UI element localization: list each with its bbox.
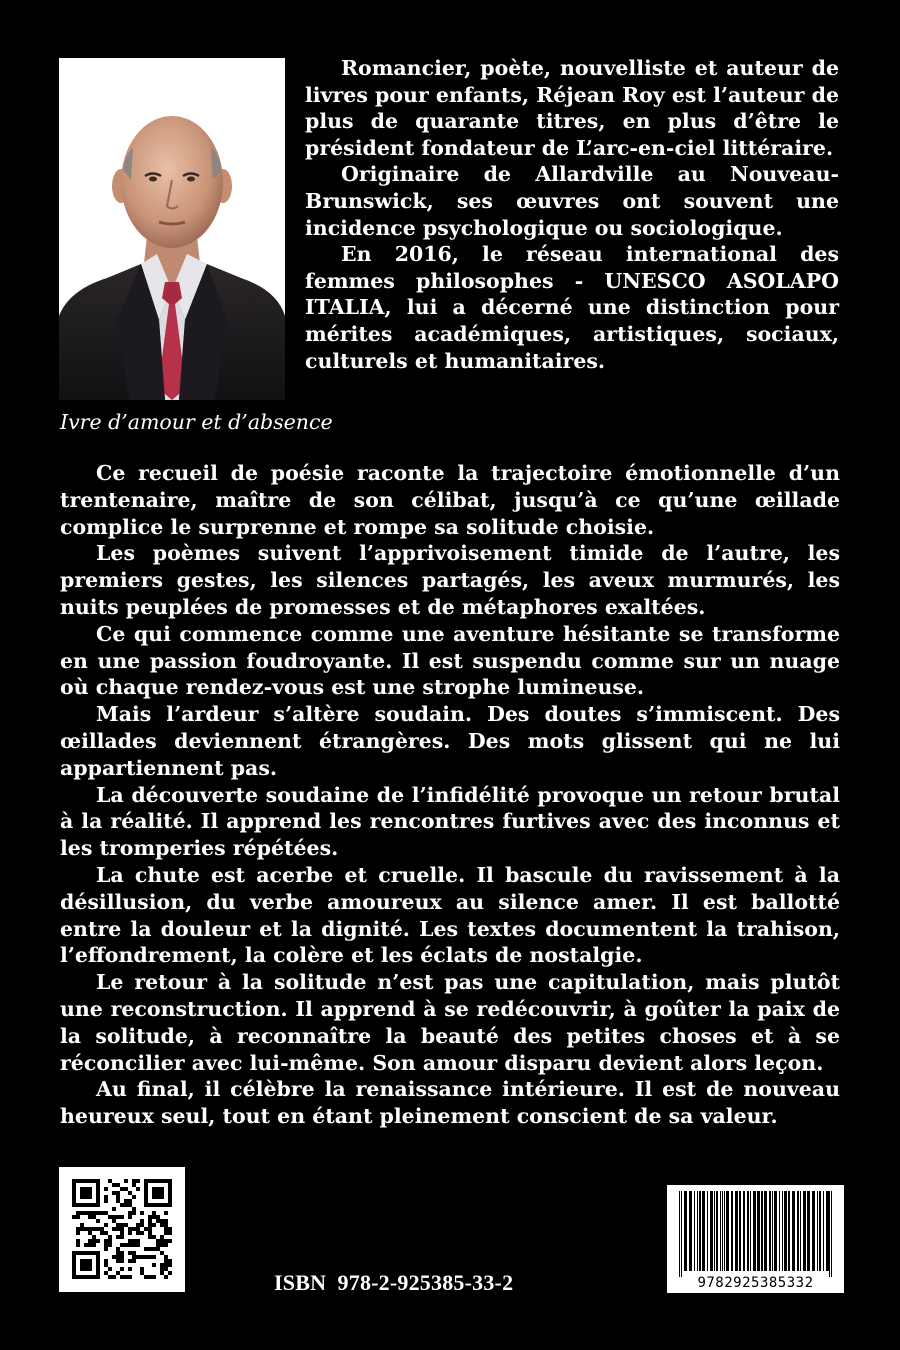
- summary-paragraph: Au final, il célèbre la renaissance intérieure. Il est de nouveau heureux seul, tout en étant pleinement conscient de sa valeur.: [60, 1077, 840, 1129]
- summary-paragraph: Ce recueil de poésie raconte la trajectoire émotionnelle d’un trentenaire, maître de son célibat, jusqu’à ce qu’une œillade complice le surprenne et rompe sa solitude choisie.: [60, 461, 840, 539]
- summary-paragraph: Ce qui commence comme une aventure hésitante se transforme en une passion foudroyante. Il est suspendu comme sur un nuage où chaque rendez-vous est une strophe lumineuse.: [60, 621, 840, 700]
- summary-paragraph: Le retour à la solitude n’est pas une capitulation, mais plutôt une reconstruction. Il apprend à se redécouvrir, à goûter la paix de la solitude, à reconnaître la beauté des petites choses et à se réconcilier avec lui-même. Son amour disparu devient alors leçon.: [60, 970, 840, 1075]
- author-photo: [59, 58, 285, 400]
- qr-code: [59, 1167, 185, 1292]
- barcode-digits: 9782925385332: [697, 1275, 814, 1291]
- author-portrait-icon: [59, 58, 285, 400]
- barcode: [667, 1185, 844, 1293]
- summary-paragraph: Mais l’ardeur s’altère soudain. Des doutes s’immiscent. Des œillades deviennent étrangères. Des mots glissent qui ne lui appartiennent pas.: [60, 702, 840, 780]
- book-title: Ivre d’amour et d’absence: [60, 410, 333, 434]
- author-bio-paragraph: Originaire de Allardville au Nouveau-Brunswick, ses œuvres ont souvent une incidence psychologique ou sociologique.: [305, 162, 839, 240]
- author-bio: [305, 55, 839, 374]
- author-bio-paragraph: En 2016, le réseau international des femmes philosophes - UNESCO ASOLAPO ITALIA, lui a décerné une distinction pour mérites académiques, artistiques, sociaux, culturels et humanitaires.: [305, 242, 839, 373]
- summary-paragraph: La découverte soudaine de l’infidélité provoque un retour brutal à la réalité. Il apprend les rencontres furtives avec des inconnus et les tromperies répétées.: [60, 782, 840, 861]
- summary-paragraph: Les poèmes suivent l’apprivoisement timide de l’autre, les premiers gestes, les silences partagés, les aveux murmurés, les nuits peuplées de promesses et de métaphores exaltées.: [60, 541, 840, 619]
- book-summary: [60, 460, 840, 1130]
- qr-code-icon: [59, 1167, 185, 1292]
- author-bio-paragraph: Romancier, poète, nouvelliste et auteur de livres pour enfants, Réjean Roy est l’auteur de plus de quarante titres, en plus d’être le président fondateur de L’arc-en-ciel littéraire.: [305, 56, 839, 160]
- isbn-label: ISBN 978-2-925385-33-2: [274, 1270, 514, 1295]
- summary-paragraph: La chute est acerbe et cruelle. Il bascule du ravissement à la désillusion, du verbe amoureux au silence amer. Il est ballotté entre la douleur et la dignité. Les textes documentent la trahison, l’effondrement, la colère et les éclats de nostalgie.: [60, 862, 840, 968]
